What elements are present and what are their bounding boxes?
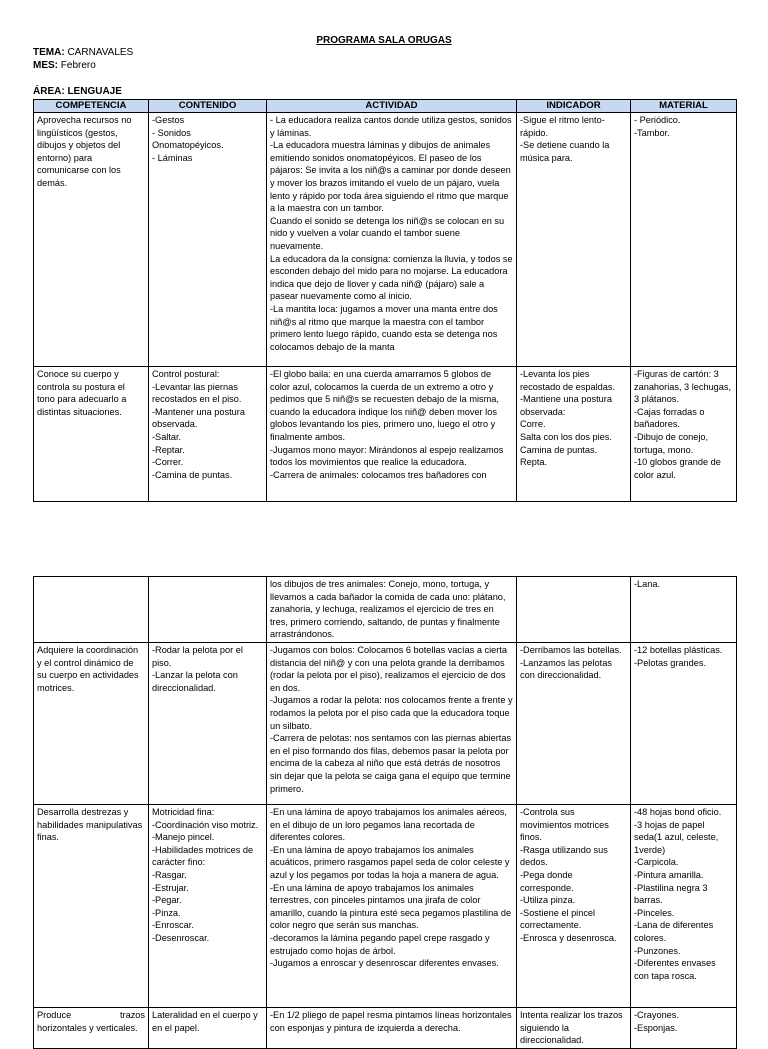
cell-material: - Periódico. -Tambor. [631,113,737,367]
table-row [34,805,737,1008]
area-heading: ÁREA: LENGUAJE [33,86,122,97]
page-title: PROGRAMA SALA ORUGAS [316,35,452,46]
cell-competencia: Produce trazos horizontales y verticales. [34,1008,149,1049]
header-material: MATERIAL [631,100,737,113]
cell-material: -12 botellas plásticas. -Pelotas grandes. [631,643,737,805]
cell-indicador: -Levanta los pies recostado de espaldas. -Mantiene una postura observada: Corre. Salta con los dos pies. Camina de puntas. Repta. [517,367,631,502]
header-contenido: CONTENIDO [149,100,267,113]
cell-indicador: Intenta realizar los trazos siguiendo la direccionalidad. [517,1008,631,1049]
program-table-part-1 [33,99,737,502]
mes-value: Febrero [60,60,96,71]
cell-material: -Lana. [631,577,737,643]
cell-contenido: Motricidad fina: -Coordinación viso motriz. -Manejo pincel. -Habilidades motrices de carácter fino: -Rasgar. -Estrujar. -Pegar. -Pinza. -Enroscar. -Desenroscar. [149,805,267,1008]
cell-indicador: -Controla sus movimientos motrices finos. -Rasga utilizando sus dedos. -Pega donde corresponde. -Utiliza pinza. -Sostiene el pincel correctamente. -Enrosca y desenrosca. [517,805,631,1008]
cell-contenido: -Rodar la pelota por el piso. -Lanzar la pelota con direccionalidad. [149,643,267,805]
header-competencia: COMPETENCIA [34,100,149,113]
table-row [34,1008,737,1049]
header-indicador: INDICADOR [517,100,631,113]
cell-competencia: Desarrolla destrezas y habilidades manipulativas finas. [34,805,149,1008]
cell-indicador [517,577,631,643]
cell-actividad: -En 1/2 pliego de papel resma pintamos líneas horizontales con esponjas y pintura de izquierda a derecha. [267,1008,517,1049]
cell-competencia [34,577,149,643]
cell-competencia: Conoce su cuerpo y controla su postura el tono para adecuarlo a distintas situaciones. [34,367,149,502]
table-row [34,113,737,367]
cell-competencia: Adquiere la coordinación y el control dinámico de su cuerpo en actividades motrices. [34,643,149,805]
program-table-part-2 [33,576,737,1049]
cell-actividad: los dibujos de tres animales: Conejo, mono, tortuga, y llevamos a cada bañador la comida de cada uno: plátano, zanahoria, y lechuga, realizamos el ejercicio de tres en tres, primero corriendo, saltando, de puntas y finalmente arrastrándonos. [267,577,517,643]
mes-label: MES: [33,60,58,71]
cell-material: -Crayones. -Esponjas. [631,1008,737,1049]
table-row [34,643,737,805]
table-row [34,367,737,502]
cell-material: -Figuras de cartón: 3 zanahorias, 3 lechugas, 3 plátanos. -Cajas forradas o bañadores. -Dibujo de conejo, tortuga, mono. -10 globos grande de color azul. [631,367,737,502]
tema-value: CARNAVALES [67,47,134,58]
cell-actividad: -El globo baila: en una cuerda amarramos 5 globos de color azul, colocamos la cuerda de un extremo a otro y pedimos que 5 niñ@s se recuesten debajo de la misma, cuando la educadora indique los niñ@ deben mover los globos levantando los pies, primero uno, luego el otro y finalmente ambos. -Jugamos mono mayor: Mirándonos al espejo realizamos todos los movimientos que realice la educadora. -Carrera de animales: colocamos tres bañadores con [267,367,517,502]
tema-label: TEMA: [33,47,65,58]
cell-actividad: - La educadora realiza cantos donde utiliza gestos, sonidos y láminas. -La educadora muestra láminas y dibujos de animales emitiendo sonidos onomatopéyicos. El paseo de los pájaros: Se invita a los niñ@s a caminar por donde deseen y mover los brazos imitando el vuelo de un pájaro, vuela lento y rápido por toda área siguiendo el ritmo que marque a la maestra con un tambor. Cuando el sonido se detenga los niñ@s se colocan en su nido y vuelven a volar cuando el tambor suene nuevamente. La educadora da la consigna: comienza la lluvia, y todos se esconden debajo del mido para no mojarse. La educadora indica que dejo de llover y cada niñ@ (pájaro) sale a pasear nuevamente como al inicio. -La mantita loca: jugamos a mover una manta entre dos niñ@s al ritmo que marque la maestra con el tambor primero lento luego rápido, cuando esta se detenga nos colocamos debajo de la manta [267,113,517,367]
cell-indicador: -Derribamos las botellas. -Lanzamos las pelotas con direccionalidad. [517,643,631,805]
cell-contenido [149,577,267,643]
mes-line [33,60,96,72]
cell-actividad: -Jugamos con bolos: Colocamos 6 botellas vacías a cierta distancia del niñ@ y con una pelota grande la derribamos (rodar la pelota por el piso), realizamos el ejercicio de dos en dos. -Jugamos a rodar la pelota: nos colocamos frente a frente y rodamos la pelota por el piso cada que la educadora toque un silbato. -Carrera de pelotas: nos sentamos con las piernas abiertas en el piso formando dos filas, debemos pasar la pelota por encima de la cabeza al niño que está detrás de nosotros sin dejar que la pelota se caiga gana el equipo que termine primero. [267,643,517,805]
cell-actividad: -En una lámina de apoyo trabajamos los animales aéreos, en el dibujo de un loro pegamos lana recortada de diferentes colores. -En una lámina de apoyo trabajamos los animales acuáticos, primero rasgamos papel seda de color celeste y azul y los pegamos por todas la hoja a manera de agua. -En una lámina de apoyo trabajamos los animales terrestres, con pinceles pintamos una jirafa de color amarillo, cuando la pintura esté seca pegamos plastilina de color negro que serán sus manchas. -decoramos la lámina pegando papel crepe rasgado y estrujado como hojas de árbol. -Jugamos a enroscar y desenroscar diferentes envases. [267,805,517,1008]
cell-material: -48 hojas bond oficio. -3 hojas de papel seda(1 azul, celeste, 1verde) -Carpicola. -Pintura amarilla. -Plastilina negra 3 barras. -Pinceles. -Lana de diferentes colores. -Punzones. -Diferentes envases con tapa rosca. [631,805,737,1008]
tema-line [33,47,133,59]
table-row [34,577,737,643]
header-actividad: ACTIVIDAD [267,100,517,113]
cell-contenido: Control postural: -Levantar las piernas recostados en el piso. -Mantener una postura observada. -Saltar. -Reptar. -Correr. -Camina de puntas. [149,367,267,502]
cell-competencia: Aprovecha recursos no lingüísticos (gestos, dibujos y objetos del entorno) para comunicarse con los demás. [34,113,149,367]
cell-contenido: -Gestos - Sonidos Onomatopéyicos. - Láminas [149,113,267,367]
cell-indicador: -Sigue el ritmo lento-rápido. -Se detiene cuando la música para. [517,113,631,367]
header-row [34,100,737,113]
cell-contenido: Lateralidad en el cuerpo y en el papel. [149,1008,267,1049]
